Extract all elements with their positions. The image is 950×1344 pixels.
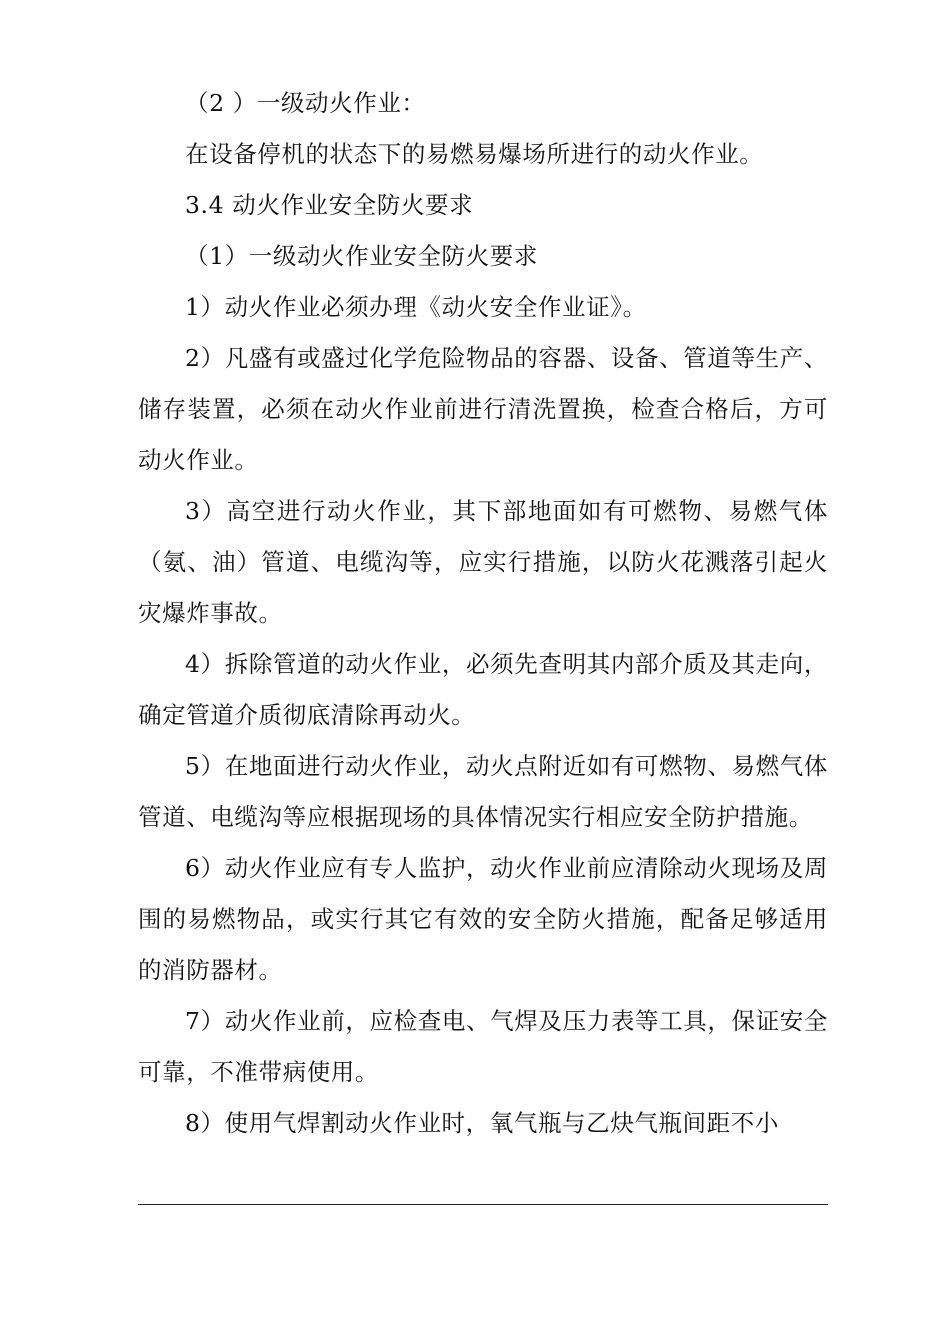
- list-item-3: 3）高空进行动火作业，其下部地面如有可燃物、易燃气体（氨、油）管道、电缆沟等，应实行措施，以防火花溅落引起火灾爆炸事故。: [138, 497, 828, 627]
- paragraph-level-one-heading: （2 ）一级动火作业：: [185, 89, 426, 117]
- list-item-5: 5）在地面进行动火作业，动火点附近如有可燃物、易燃气体管道、电缆沟等应根据现场的具体情况实行相应安全防护措施。: [138, 752, 828, 831]
- section-heading-3-4: 3.4 动火作业安全防火要求: [185, 191, 474, 219]
- list-item-8: 8）使用气焊割动火作业时，氧气瓶与乙炔气瓶间距不小: [185, 1109, 779, 1137]
- paragraph-level-one-definition: 在设备停机的状态下的易燃易爆场所进行的动火作业。: [185, 140, 764, 168]
- list-item-4: 4）拆除管道的动火作业，必须先查明其内部介质及其走向，确定管道介质彻底清除再动火。: [138, 650, 828, 729]
- document-body: [138, 78, 828, 1149]
- list-item-1: 1）动火作业必须办理《动火安全作业证》。: [185, 293, 647, 321]
- list-item-6: 6）动火作业应有专人监护，动火作业前应清除动火现场及周围的易燃物品，或实行其它有效的安全防火措施，配备足够适用的消防器材。: [138, 854, 828, 984]
- list-item-2: 2）凡盛有或盛过化学危险物品的容器、设备、管道等生产、储存装置，必须在动火作业前进行清洗置换，检查合格后，方可动火作业。: [138, 344, 828, 474]
- subsection-heading: （1）一级动火作业安全防火要求: [185, 242, 538, 270]
- footer-divider: [138, 1204, 828, 1205]
- list-item-7: 7）动火作业前，应检查电、气焊及压力表等工具，保证安全可靠，不准带病使用。: [138, 1007, 828, 1086]
